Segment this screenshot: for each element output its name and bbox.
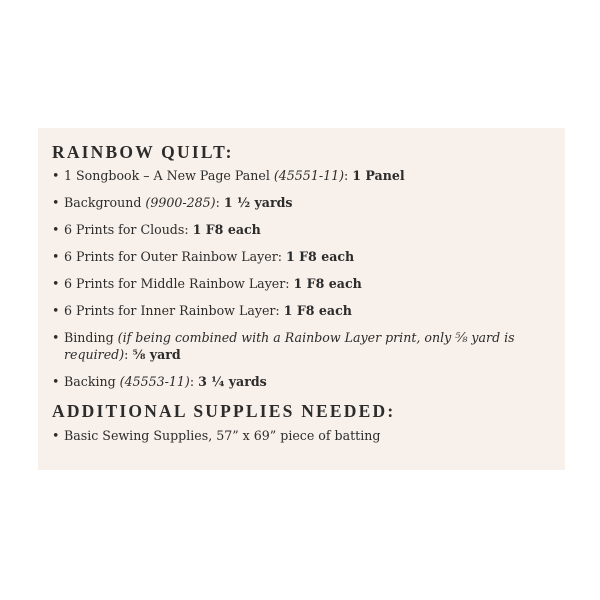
quilt-materials-list	[52, 167, 565, 390]
list-item-panel: • 1 Songbook – A New Page Panel (45551-11): 1 Panel	[52, 167, 554, 184]
list-item-background: • Background (9900-285): 1 ½ yards	[52, 194, 554, 211]
materials-card	[38, 128, 565, 470]
list-item-binding: • Binding (if being combined with a Rainbow Layer print, only ⅝ yard is required): ⅝ yard	[52, 329, 554, 363]
list-item-sewing-supplies: • Basic Sewing Supplies, 57” x 69” piece of batting	[52, 427, 554, 444]
list-item-backing: • Backing (45553-11): 3 ¼ yards	[52, 373, 554, 390]
supplies-heading: ADDITIONAL SUPPLIES NEEDED:	[52, 401, 396, 421]
quilt-heading: RAINBOW QUILT:	[52, 142, 234, 162]
supplies-list	[52, 427, 565, 444]
list-item-clouds: • 6 Prints for Clouds: 1 F8 each	[52, 221, 554, 238]
list-item-outer-layer: • 6 Prints for Outer Rainbow Layer: 1 F8 each	[52, 248, 554, 265]
list-item-middle-layer: • 6 Prints for Middle Rainbow Layer: 1 F8 each	[52, 275, 554, 292]
list-item-inner-layer: • 6 Prints for Inner Rainbow Layer: 1 F8 each	[52, 302, 554, 319]
